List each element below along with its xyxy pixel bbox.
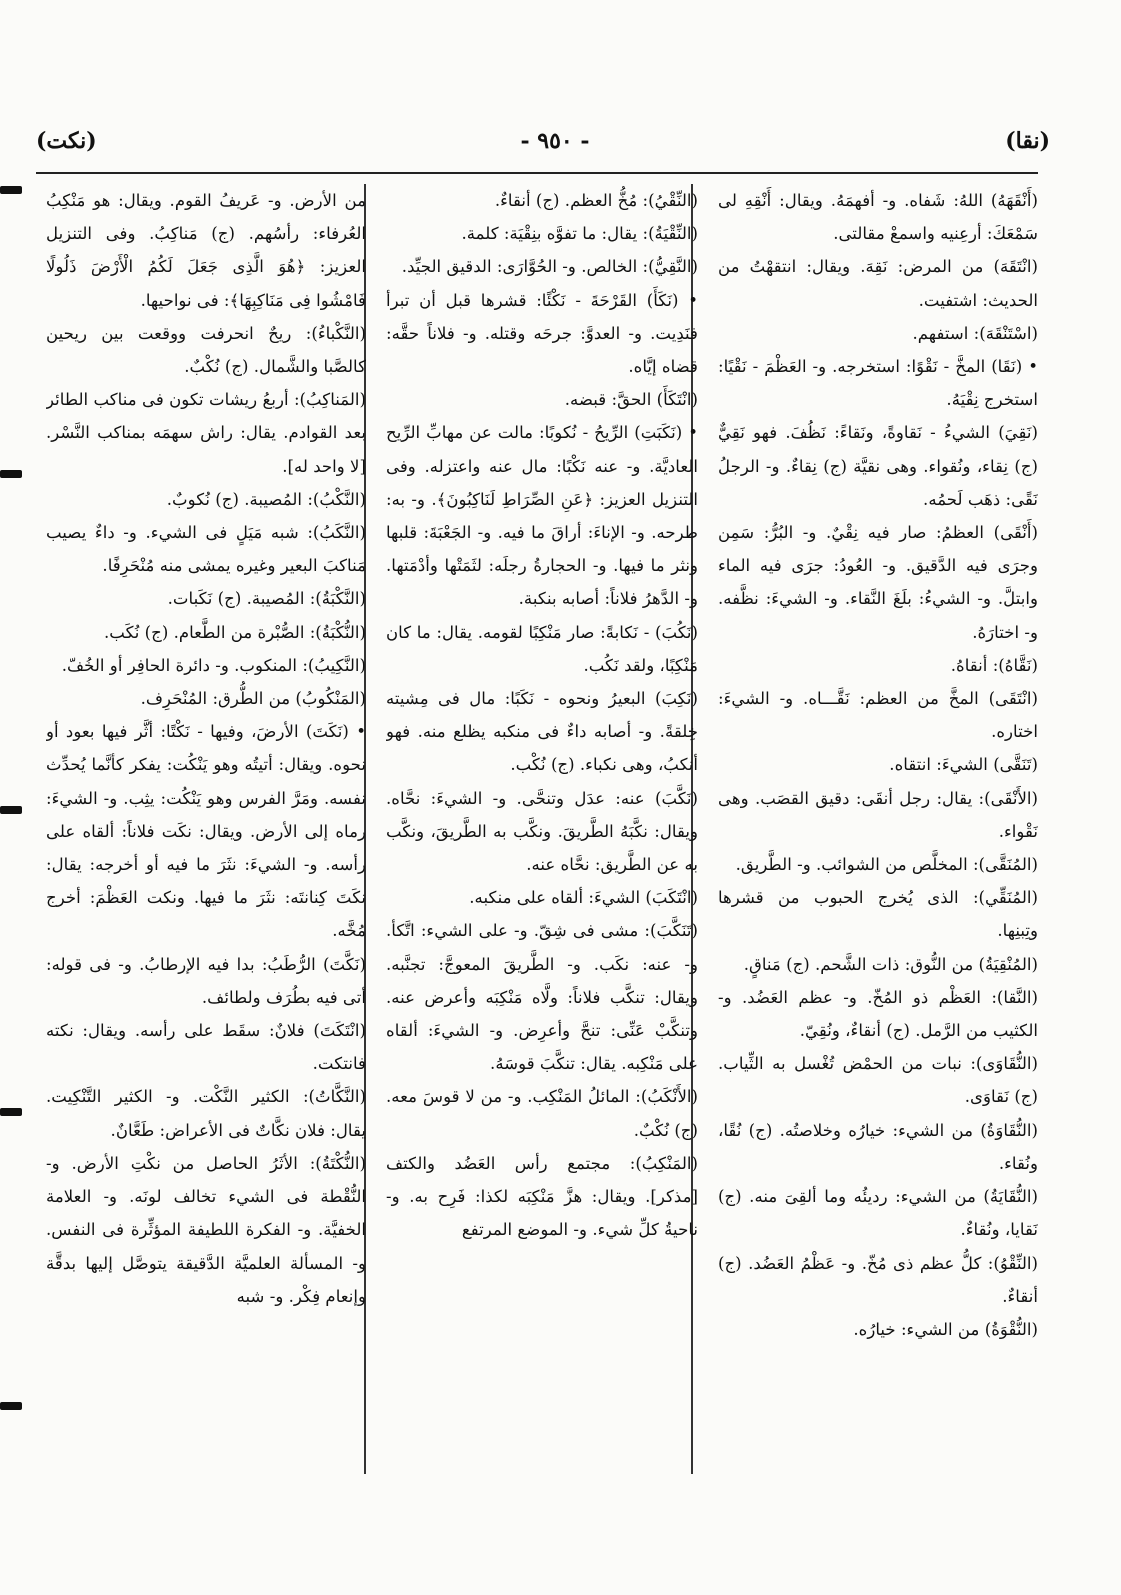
dictionary-entry: (النَّكَبُ): شبه مَيَلٍ فى الشيء. و- داءٌ يصيب مَناكبَ البعير وغيره يمشى منه مُنْحَرِفًا. — [46, 523, 366, 576]
dictionary-entry: • (نَكَبَتِ) الرِّيحُ - نُكوبًا: مالت عن مهابِّ الرِّيح العاديَّة. و- عنه نَكْبًا: مال عنه واعتزله. وفى التنزيل العزيز: ﴿عَنِ الصِّرَاطِ لَنَاكِبُونَ﴾. و- به: طرحه. و- الإناءَ: أراقَ ما فيه. و- الجَعْبَةَ: قلبها ونثر ما فيها. و- الحجارةُ رجلَه: لثَمَتْها وأدْمَتها. و- الدَّهرُ فلاناً: أصابه بنكبة. — [386, 423, 698, 609]
dictionary-entry: (انْتَكَأَ) الحقَّ: قبضه. — [564, 390, 698, 410]
dictionary-entry: (النَّكْباءُ): ريحٌ انحرفت ووقعت بين ريحين كالصَّبا والشَّمال. (ج) نُكْبٌ. — [46, 323, 366, 377]
dictionary-entry: (أَنْقَهَهُ) اللهُ: شَفاه. و- أفهمَهُ. ويقال: أَنْقِهِ لى سَمْعَكَ: أرعِنيه واسمعْ مقالتى. — [718, 191, 1038, 244]
guide-word-left: (نكت) — [36, 128, 97, 154]
dictionary-entry: (نَكُبَ) - نَكابةً: صار مَنْكِبًا لقومه. يقال: ما كان مَنْكِبًا، ولقد نَكُب. — [386, 622, 698, 675]
dictionary-entry: (انْتَكَبَ) الشيءَ: ألقاه على منكبه. — [469, 888, 698, 908]
column-right — [718, 184, 1038, 1484]
dictionary-entry: (نَكَّبَ) عنه: عدَل وتنحَّى. و- الشيءَ: نحَّاه. ويقال: نكَّبَهُ الطَّريقَ. ونكَّب به الطَّريقَ، ونكَّب به عن الطَّريق: نحَّاه عنه. — [386, 788, 698, 875]
dictionary-entry: (النَّكْبَةُ): المُصيبة. (ج) نَكَبات. — [167, 589, 366, 609]
column-middle — [386, 184, 698, 1484]
dictionary-entry: (الأَنْقَى): يقال: رجل أنقَى: دقيق القصَب. وهى نَقْواء. — [718, 788, 1038, 841]
dictionary-entry: (النَّكِيبُ): المنكوب. و- دائرة الحافِر أو الخُفّ. — [61, 655, 366, 675]
dictionary-entry: (النَّقا): العَظْم ذو المُخّ. و- عظم العَضُد. و- الكثيب من الرَّمل. (ج) أنقاءٌ، ونُقِيّ. — [718, 987, 1038, 1041]
dictionary-entry: (النِّقْوُ): كلُّ عظم ذى مُخّ. و- عَظْمُ العَضُد. (ج) أنقاءٌ. — [718, 1253, 1038, 1306]
dictionary-entry: (اسْتَنْقَهَ): استفهم. — [912, 323, 1038, 343]
dictionary-entry: (المَنْكُوبُ) من الطُّرق: المُنْحَرِف. — [140, 689, 366, 709]
dictionary-entry: (النُّكْتَةُ): الأثَرُ الحاصل من نكْتِ الأرض. و- النُّقْطة فى الشيء تخالف لونَه. و- العلامة الخفيَّة. و- الفكرة اللطيفة المؤثِّرة فى النفس. و- المسألة العلميَّة الدَّقيقة يتوصَّل إليها بدقَّة وإنعام فِكْر. و- شبه — [46, 1153, 366, 1306]
dictionary-entry: (النُّقْوَةُ) من الشيء: خيارُه. — [853, 1319, 1038, 1339]
dictionary-entry: (النُّقَايَةُ) من الشيء: رديئُه وما ألقِىَ منه. (ج) نَقايا، ونُقاءٌ. — [718, 1187, 1038, 1240]
margin-mark — [0, 470, 22, 478]
dictionary-entry: من الأرض. و- عَريفُ القوم. ويقال: هو مَنْكِبُ العُرفاء: رأسُهم. (ج) مَناكِبُ. وفى التنزيل العزيز: ﴿هُوَ الَّذِى جَعَلَ لَكُمُ الْأَرْضَ ذَلُولًا فَامْشُوا فِى مَنَاكِبِهَا﴾: فى نواحيها. — [46, 191, 366, 310]
dictionary-entry: (نَقِيَ) الشيءُ - نَقاوةً، ونَقاءً: نَظُفَ. فهو نَقِيٌّ (ج) نِقاء، ونُقواء. وهى نقيَّة (ج) نِقاءٌ. و- الرجلُ نَقًى: ذهَب لَحمُه. — [718, 423, 1038, 509]
dictionary-entry: (انْتَقَى) المخَّ من العظم: نَقَّـــاه. و- الشيءَ: اختاره. — [718, 689, 1038, 742]
dictionary-entry: • (نَكَتَ) الأرضَ، وفيها - نَكْتًا: أثَّر فيها بعود أو نحوه. ويقال: أتيتُه وهو يَنْكُت: يفكر كأنَّما يُحدِّث نفسه. ومَرَّ الفرس وهو يَنْكُت: يثِب. و- الشيءَ: رماه إلى الأرض. ويقال: نكَت فلاناً: ألقاه على رأسه. و- الشيءَ: نثَرَ ما فيه أو أخرجه: يقال: نكَتَ كِنانتَه: نثَرَ ما فيها. ونكت العَظْمَ: أخرج مُخَّه. — [46, 722, 366, 941]
margin-mark — [0, 186, 22, 194]
dictionary-entry: (المَناكِبُ): أربعُ ريشات تكون فى مناكب الطائر بعد القوادم. يقال: راش سهمَه بمناكب النَّسْر. [لا واحد له]. — [46, 390, 366, 476]
header-rule — [36, 172, 1038, 174]
column-left — [46, 184, 366, 1484]
dictionary-entry: (نَكَّتَ) الرُّطَبُ: بدا فيه الإرطابُ. و- فى قوله: أتى فيه بطُرَف ولطائف. — [46, 954, 366, 1007]
dictionary-entry: • (نَكَأَ) القَرْحَةَ - نَكْئًا: قشرها قبل أن تبرأ فنَدِيت. و- العدوَّ: جرحَه وقتله. و- فلاناً حقَّه: قضاه إيَّاه. — [386, 290, 698, 377]
margin-mark — [0, 1108, 22, 1116]
dictionary-entry: (تَنَكَّبَ): مشى فى شِقّ. و- على الشيء: اتَّكأ. و- عنه: نكَب. و- الطَّريقَ المعوجَّ: تجنَّبه. ويقال: تنكَّب فلاناً: ولَّاه مَنْكِبَه وأعرض عنه. وتنكَّبْ عَنِّى: تنحَّ وأعرِض. و- الشيءَ: ألقاه على مَنْكِبه. يقال: تنكَّبَ قوسَهُ. — [386, 921, 698, 1074]
dictionary-entry: (نَقَّاهُ): أنقاهُ. — [950, 655, 1038, 675]
dictionary-entry: (النُّقَاوَةُ) من الشيء: خيارُه وخلاصتُه. (ج) نُقًا، ونُقاء. — [718, 1120, 1038, 1173]
dictionary-entry: (المُنْقِيَةُ) من النُّوق: ذات الشَّحم. (ج) مَناقٍ. — [743, 954, 1038, 974]
text-columns — [36, 184, 1038, 1484]
dictionary-entry: (النُّقَاوَى): نبات من الحمْض تُغْسل به الثِّياب. (ج) نَقاوَى. — [718, 1054, 1038, 1107]
dictionary-entry: (النَّكْبُ): المُصيبة. (ج) نُكوبٌ. — [166, 489, 366, 509]
dictionary-entry: (انْتَقَهَ) من المرض: نَقِهَ. ويقال: انتقهْتُ من الحديث: اشتفيت. — [718, 257, 1038, 310]
dictionary-entry: (أَنْقَى) العظمُ: صار فيه نِقْيٌ. و- البُرُّ: سَمِن وجرَى فيه الدَّقيق. و- العُودُ: جرَى فيه الماء وابتلَّ. و- الشيءُ: بلَغَ النَّقاء. و- الشيءَ: نظَّفه. و- اختارَهُ. — [718, 523, 1038, 642]
guide-word-right: (نقا) — [1005, 128, 1050, 154]
margin-mark — [0, 806, 22, 814]
dictionary-entry: (تَنَقَّى) الشيءَ: انتقاه. — [889, 755, 1038, 775]
dictionary-entry: (النَّقِيُّ): الخالص. و- الحُوَّارَى: الدقيق الجيِّد. — [401, 257, 698, 277]
dictionary-entry: (نَكِبَ) البعيرُ ونحوه - نَكَبًا: مال فى مِشيته خِلقةً. و- أصابه داءٌ فى منكبه يظلع منه. فهو أنكبُ، وهى نكباء. (ج) نُكْب. — [386, 689, 698, 775]
dictionary-entry: (النَّكَّاتُ): الكثير النَّكْت. و- الكثير التَّنْكِيت. يقال: فلان نكَّاتٌ فى الأعراض: طَعَّانٌ. — [46, 1087, 366, 1140]
dictionary-entry: (النُّكْبَةُ): الصُّبْرة من الطَّعام. (ج) نُكَب. — [104, 622, 366, 642]
dictionary-entry: • (نَقَا) المخَّ - نَقْوًا: استخرجه. و- العَظْمَ - نَقْيًا: استخرج نِقْيَهُ. — [718, 357, 1038, 410]
page-header — [30, 128, 1080, 168]
dictionary-entry: (المُنَقِّي): الذى يُخرج الحبوب من قشرها وتِبنِها. — [718, 888, 1038, 941]
dictionary-entry: (انْتَكَتَ) فلانٌ: سقَط على رأسه. ويقال: نكته فانتكت. — [46, 1021, 366, 1074]
dictionary-entry: (النِّقْيَةُ): يقال: ما تفوَّه بنِقْيَة: كلمة. — [461, 224, 698, 244]
dictionary-entry: (المُنَقَّى): المخلَّص من الشوائب. و- الطَّريق. — [735, 855, 1038, 875]
margin-mark — [0, 1402, 22, 1410]
dictionary-entry: (الأَنْكَبُ): المائلُ المَنْكِب. و- من لا قوسَ معه. (ج) نُكْبٌ. — [386, 1087, 698, 1140]
dictionary-entry: (النِّقْيُ): مُخُّ العظم. (ج) أنقاءٌ. — [494, 191, 698, 210]
page-number: - ٩٥٠ - — [520, 128, 590, 154]
dictionary-entry: (المَنْكِبُ): مجتمع رأس العَضُد والكتف [مذكر]. ويقال: هزَّ مَنْكِبَه لكذا: فَرِح به. و- ناحيةُ كلِّ شيء. و- الموضع المرتفع — [386, 1153, 698, 1240]
